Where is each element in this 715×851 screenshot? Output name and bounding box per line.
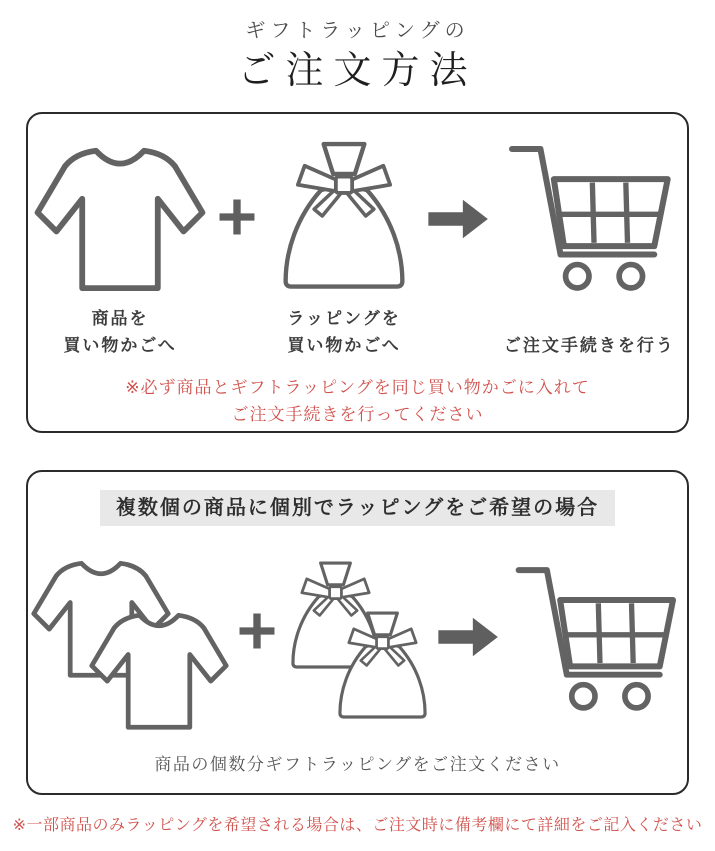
plus-icon xyxy=(214,194,260,240)
double-shirt-icon xyxy=(31,552,229,734)
step-multi-wrapping xyxy=(281,552,436,722)
section1-warning-note xyxy=(28,374,687,428)
plus-operator-multi xyxy=(232,552,282,654)
arrow-operator xyxy=(426,136,492,244)
shirt-icon-front xyxy=(89,604,229,733)
steps-row xyxy=(28,136,687,360)
footer-warning-note: ※一部商品のみラッピングを希望される場合は、ご注文時に備考欄にて詳細をご記入ください xyxy=(12,816,703,834)
step-product-label-line2: 買い物かごへ xyxy=(63,336,177,356)
section2-caption: 商品の個数分ギフトラッピングをご注文ください xyxy=(154,754,561,774)
single-wrapping-section xyxy=(26,112,689,433)
cart-icon xyxy=(505,139,673,293)
step-checkout xyxy=(492,136,687,360)
step-product-label xyxy=(63,302,176,360)
step-product xyxy=(28,136,212,360)
title-block xyxy=(0,14,715,94)
arrow-right-icon xyxy=(438,612,500,662)
arrow-right-icon xyxy=(428,194,490,244)
cart-icon xyxy=(512,560,678,713)
section1-warning-note-line2: ご注文手続きを行ってください xyxy=(231,404,484,424)
step-checkout-label xyxy=(504,302,675,360)
step-wrapping-label-line2: 買い物かごへ xyxy=(287,336,401,356)
plus-operator xyxy=(212,136,262,240)
double-gift-bag-icon xyxy=(286,560,432,722)
page-title: ご注文方法 xyxy=(237,50,478,92)
steps-row-multi xyxy=(28,552,687,734)
step-wrapping-label-line1: ラッピングを xyxy=(287,308,401,328)
cart-icon-area-multi xyxy=(512,560,678,718)
gift-bag-icon xyxy=(276,140,412,292)
page-subtitle: ギフトラッピングの xyxy=(245,20,470,42)
section1-warning-note-line1: ※必ず商品とギフトラッピングを同じ買い物かごに入れて xyxy=(125,377,590,397)
arrow-operator-multi xyxy=(437,552,503,662)
shirt-icon xyxy=(34,137,206,295)
step-wrapping xyxy=(262,136,426,360)
section2-header-wrap xyxy=(28,490,687,526)
section2-header-bar: 複数個の商品に個別でラッピングをご希望の場合 xyxy=(100,490,615,526)
plus-icon xyxy=(234,608,280,654)
shirt-icon-area xyxy=(34,136,206,296)
step-multi-products xyxy=(28,552,232,734)
gift-bag-icon-front xyxy=(333,610,432,721)
gift-bag-icon-area xyxy=(276,136,412,296)
multiple-wrapping-section xyxy=(26,470,689,795)
cart-icon-area xyxy=(505,136,673,296)
step-checkout-label-line: ご注文手続きを行う xyxy=(503,336,675,356)
step-wrapping-label xyxy=(287,302,400,360)
step-multi-checkout xyxy=(502,552,687,718)
step-product-label-line1: 商品を xyxy=(91,308,149,328)
